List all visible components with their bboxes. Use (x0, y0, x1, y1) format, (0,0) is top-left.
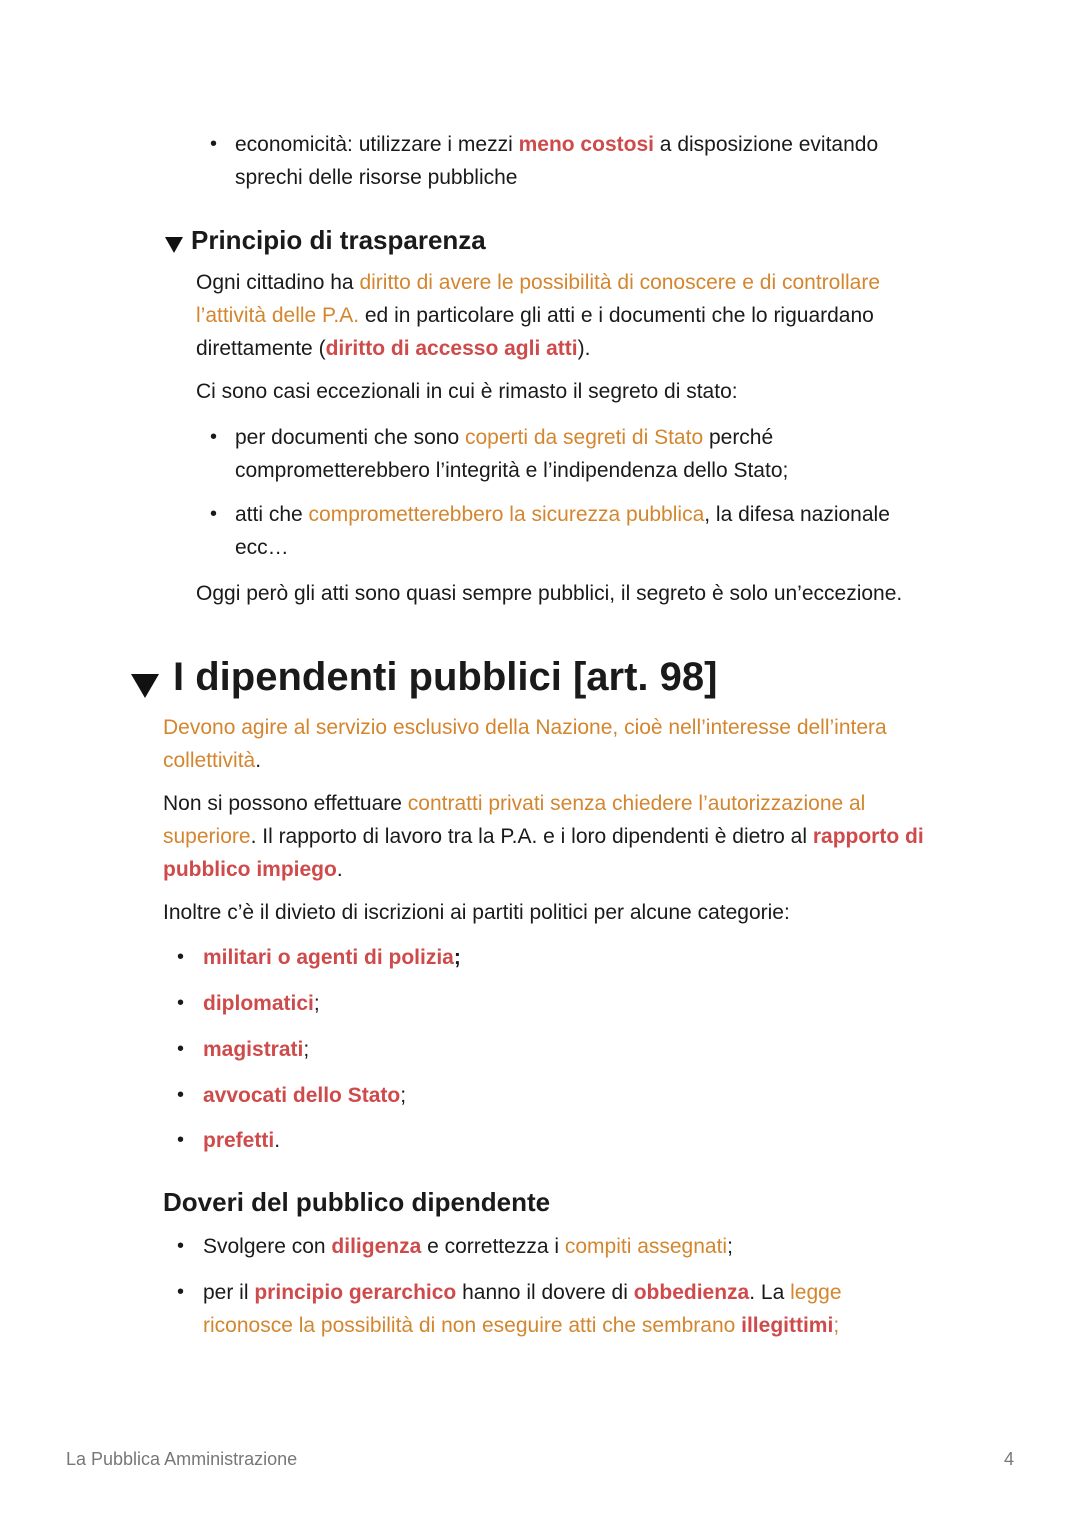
category-item: • militari o agenti di polizia; (177, 941, 777, 974)
dipendenti-para2: Non si possono effettuare contratti privati senza chiedere l’autorizzazione al superiore. Il rapporto di lavoro tra la P.A. e i loro dipendenti è dietro al rapporto di pubblico impiego. (163, 792, 924, 881)
toggle-triangle-icon[interactable] (165, 237, 183, 253)
category-item: • diplomatici; (177, 987, 777, 1020)
category-item: • avvocati dello Stato; (177, 1079, 777, 1112)
bullet-dot: • (210, 133, 218, 155)
segreto-bullet-2: • atti che comprometterebbero la sicurezza pubblica, la difesa nazionale ecc… (210, 498, 930, 564)
economicita-text: economicità: utilizzare i mezzi meno costosi a disposizione evitando sprechi delle risorse pubbliche (235, 133, 879, 189)
trasparenza-heading: Principio di trasparenza (191, 225, 486, 255)
doveri-bullet-1: • Svolgere con diligenza e correttezza i compiti assegnati; (177, 1230, 937, 1263)
doveri-heading: Doveri del pubblico dipendente (163, 1187, 551, 1217)
dipendenti-heading: I dipendenti pubblici [art. 98] (173, 655, 718, 699)
category-item: • prefetti. (177, 1124, 777, 1157)
trasparenza-para3: Oggi però gli atti sono quasi sempre pubblici, il segreto è solo un’eccezione. (196, 582, 903, 605)
segreto-bullet-1: • per documenti che sono coperti da segreti di Stato perché comprometterebbero l’integrità e l’indipendenza dello Stato; (210, 421, 930, 487)
trasparenza-para1: Ogni cittadino ha diritto di avere le possibilità di conoscere e di controllare l’attività delle P.A. ed in particolare gli atti e i documenti che lo riguardano direttamente (diritto di accesso agli atti). (196, 271, 881, 360)
trasparenza-para2: Ci sono casi eccezionali in cui è rimasto il segreto di stato: (196, 380, 738, 403)
dipendenti-para1: Devono agire al servizio esclusivo della Nazione, cioè nell’interesse dell’intera collettività. (163, 716, 887, 772)
dipendenti-para3: Inoltre c’è il divieto di iscrizioni ai partiti politici per alcune categorie: (163, 901, 790, 924)
doveri-bullet-2: • per il principio gerarchico hanno il dovere di obbedienza. La legge riconosce la possibilità di non eseguire atti che sembrano illegittimi; (177, 1276, 897, 1342)
bullet-dot: • (210, 503, 218, 525)
bullet-dot: • (210, 426, 218, 448)
bullet-dot: • (177, 946, 185, 968)
trasparenza-toggle[interactable] (165, 223, 945, 257)
dipendenti-toggle[interactable] (131, 653, 951, 701)
bullet-dot: • (177, 1129, 185, 1151)
economicita-bullet (210, 128, 930, 194)
bullet-dot: • (177, 1084, 185, 1106)
bullet-dot: • (177, 992, 185, 1014)
category-item: • magistrati; (177, 1033, 777, 1066)
bullet-dot: • (177, 1038, 185, 1060)
page-number: 4 (1004, 1449, 1015, 1469)
bullet-dot: • (177, 1281, 185, 1303)
bullet-dot: • (177, 1235, 185, 1257)
doveri-section (163, 1185, 933, 1219)
toggle-triangle-icon[interactable] (131, 674, 159, 698)
footer-title: La Pubblica Amministrazione (66, 1449, 298, 1469)
